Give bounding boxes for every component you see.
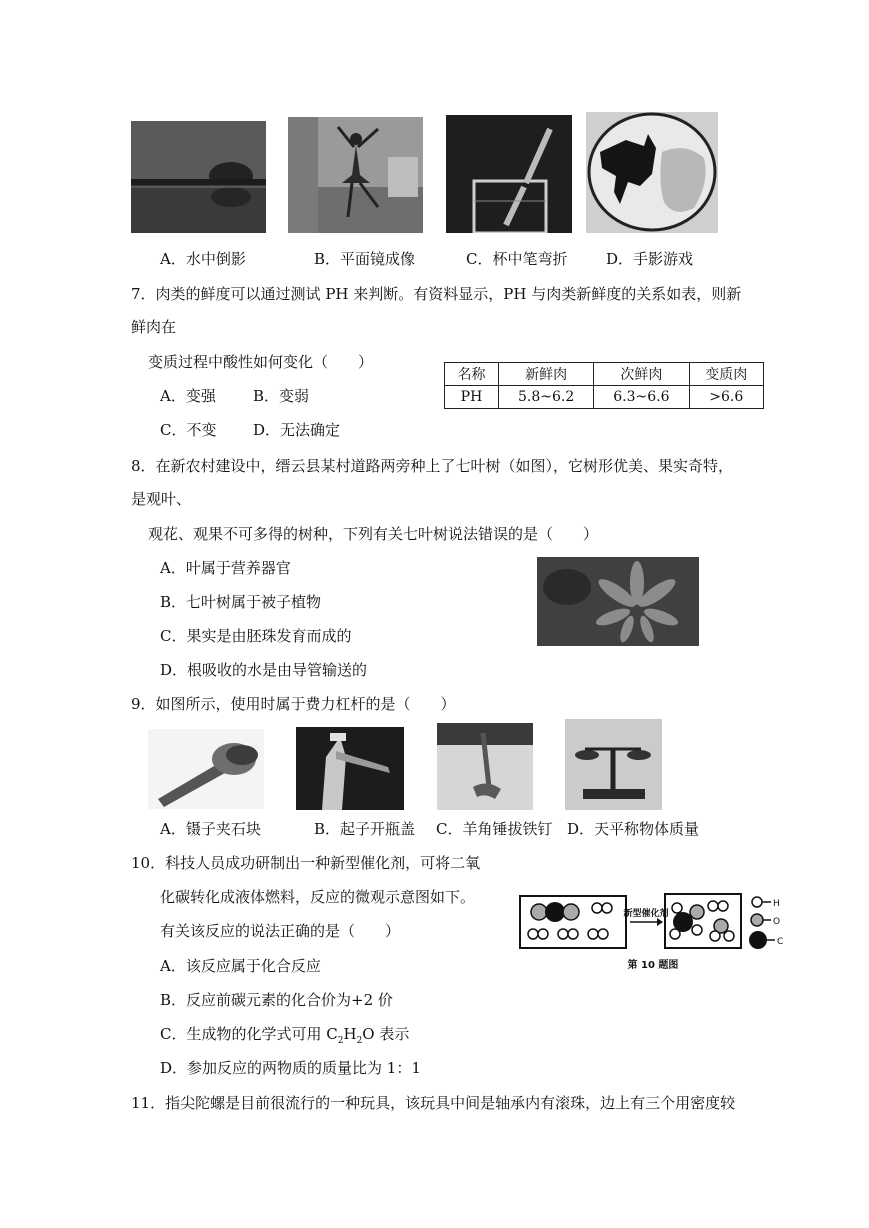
table-cell: >6.6: [689, 386, 763, 409]
q10-option-c: [160, 1023, 409, 1046]
q8-stem-line2: 是观叶、: [131, 490, 192, 508]
q6-option-b: B．平面镜成像: [314, 250, 416, 268]
q9-option-c: C．羊角锤拔铁钉: [436, 820, 553, 838]
photo-tweezers-clamping-stone: [148, 729, 264, 809]
legend-h: H: [773, 899, 780, 909]
ph-freshness-table: [444, 362, 764, 409]
reaction-microscopic-diagram: [517, 890, 810, 976]
table-header-cell: 名称: [445, 363, 499, 386]
photo-reflection-in-water: [131, 121, 266, 233]
q9-option-b: B．起子开瓶盖: [314, 820, 416, 838]
q6-option-a: A．水中倒影: [160, 250, 246, 268]
table-header-cell: 变质肉: [689, 363, 763, 386]
figure-caption: 第 10 题图: [627, 960, 679, 971]
q10-option-c-post: O 表示: [362, 1025, 410, 1043]
q10-option-c-sub2: 2: [356, 1036, 363, 1046]
arrow-label: 新型催化剂: [623, 909, 669, 919]
q10-option-b: B．反应前碳元素的化合价为+2 价: [160, 991, 393, 1009]
legend-c: C: [777, 937, 784, 947]
q6-option-d: D．手影游戏: [606, 250, 694, 268]
table-cell: 5.8~6.2: [499, 386, 594, 409]
photo-seven-leaf-tree: [537, 557, 699, 646]
q10-stem-line3: 有关该反应的说法正确的是（ ）: [160, 922, 401, 940]
q10-option-a: A．该反应属于化合反应: [160, 957, 321, 975]
q7-option-d: D．无法确定: [253, 421, 341, 439]
q10-option-d: D．参加反应的两物质的质量比为 1：1: [160, 1059, 421, 1077]
table-row: [445, 363, 764, 386]
q10-stem-line1: 10．科技人员成功研制出一种新型催化剂，可将二氧: [131, 854, 481, 872]
q10-stem-line2: 化碳转化成液体燃料，反应的微观示意图如下。: [160, 888, 476, 906]
q7-stem-line3: 变质过程中酸性如何变化（ ）: [148, 353, 374, 371]
table-header-cell: 新鲜肉: [499, 363, 594, 386]
q8-stem-line1: 8．在新农村建设中，缙云县某村道路两旁种上了七叶树（如图），它树形优美、果实奇特，: [131, 457, 734, 475]
q9-option-d: D．天平称物体质量: [567, 820, 700, 838]
q8-option-c: C．果实是由胚珠发育而成的: [160, 627, 352, 645]
q10-option-c-sub: 2: [337, 1036, 344, 1046]
q8-option-d: D．根吸收的水是由导管输送的: [160, 661, 368, 679]
table-cell: 6.3~6.6: [594, 386, 689, 409]
q7-option-a: A．变强: [160, 387, 216, 405]
table-row: [445, 386, 764, 409]
table-header-cell: 次鲜肉: [594, 363, 689, 386]
q7-stem-line1: 7．肉类的鲜度可以通过测试 PH 来判断。有资料显示，PH 与肉类新鲜度的关系如表，则新: [131, 285, 742, 303]
legend-o: O: [773, 917, 781, 927]
q10-option-c-text: C．生成物的化学式可用 C: [160, 1025, 338, 1043]
photo-bottle-opener: [296, 727, 404, 810]
q8-stem-line3: 观花、观果不可多得的树种，下列有关七叶树说法错误的是（ ）: [148, 525, 599, 543]
q8-option-b: B．七叶树属于被子植物: [160, 593, 322, 611]
photo-hand-shadow-game: [586, 112, 718, 233]
q9-option-a: A．镊子夹石块: [160, 820, 261, 838]
photo-balance-scale: [565, 719, 662, 810]
q10-option-c-h: H: [343, 1025, 357, 1043]
q7-stem-line2: 鲜肉在: [131, 318, 177, 336]
q7-option-c: C．不变: [160, 421, 217, 439]
q7-option-b: B．变弱: [253, 387, 310, 405]
photo-pen-bent-in-cup: [446, 115, 572, 233]
q11-stem-line1: 11．指尖陀螺是目前很流行的一种玩具，该玩具中间是轴承内有滚珠，边上有三个用密度较: [131, 1094, 736, 1112]
photo-plane-mirror-dancer: [288, 117, 423, 233]
photo-claw-hammer-pulling-nail: [437, 723, 533, 810]
q9-stem-line1: 9．如图所示，使用时属于费力杠杆的是（ ）: [131, 695, 456, 713]
q6-option-c: C．杯中笔弯折: [466, 250, 568, 268]
q8-option-a: A．叶属于营养器官: [160, 559, 291, 577]
table-cell: PH: [445, 386, 499, 409]
